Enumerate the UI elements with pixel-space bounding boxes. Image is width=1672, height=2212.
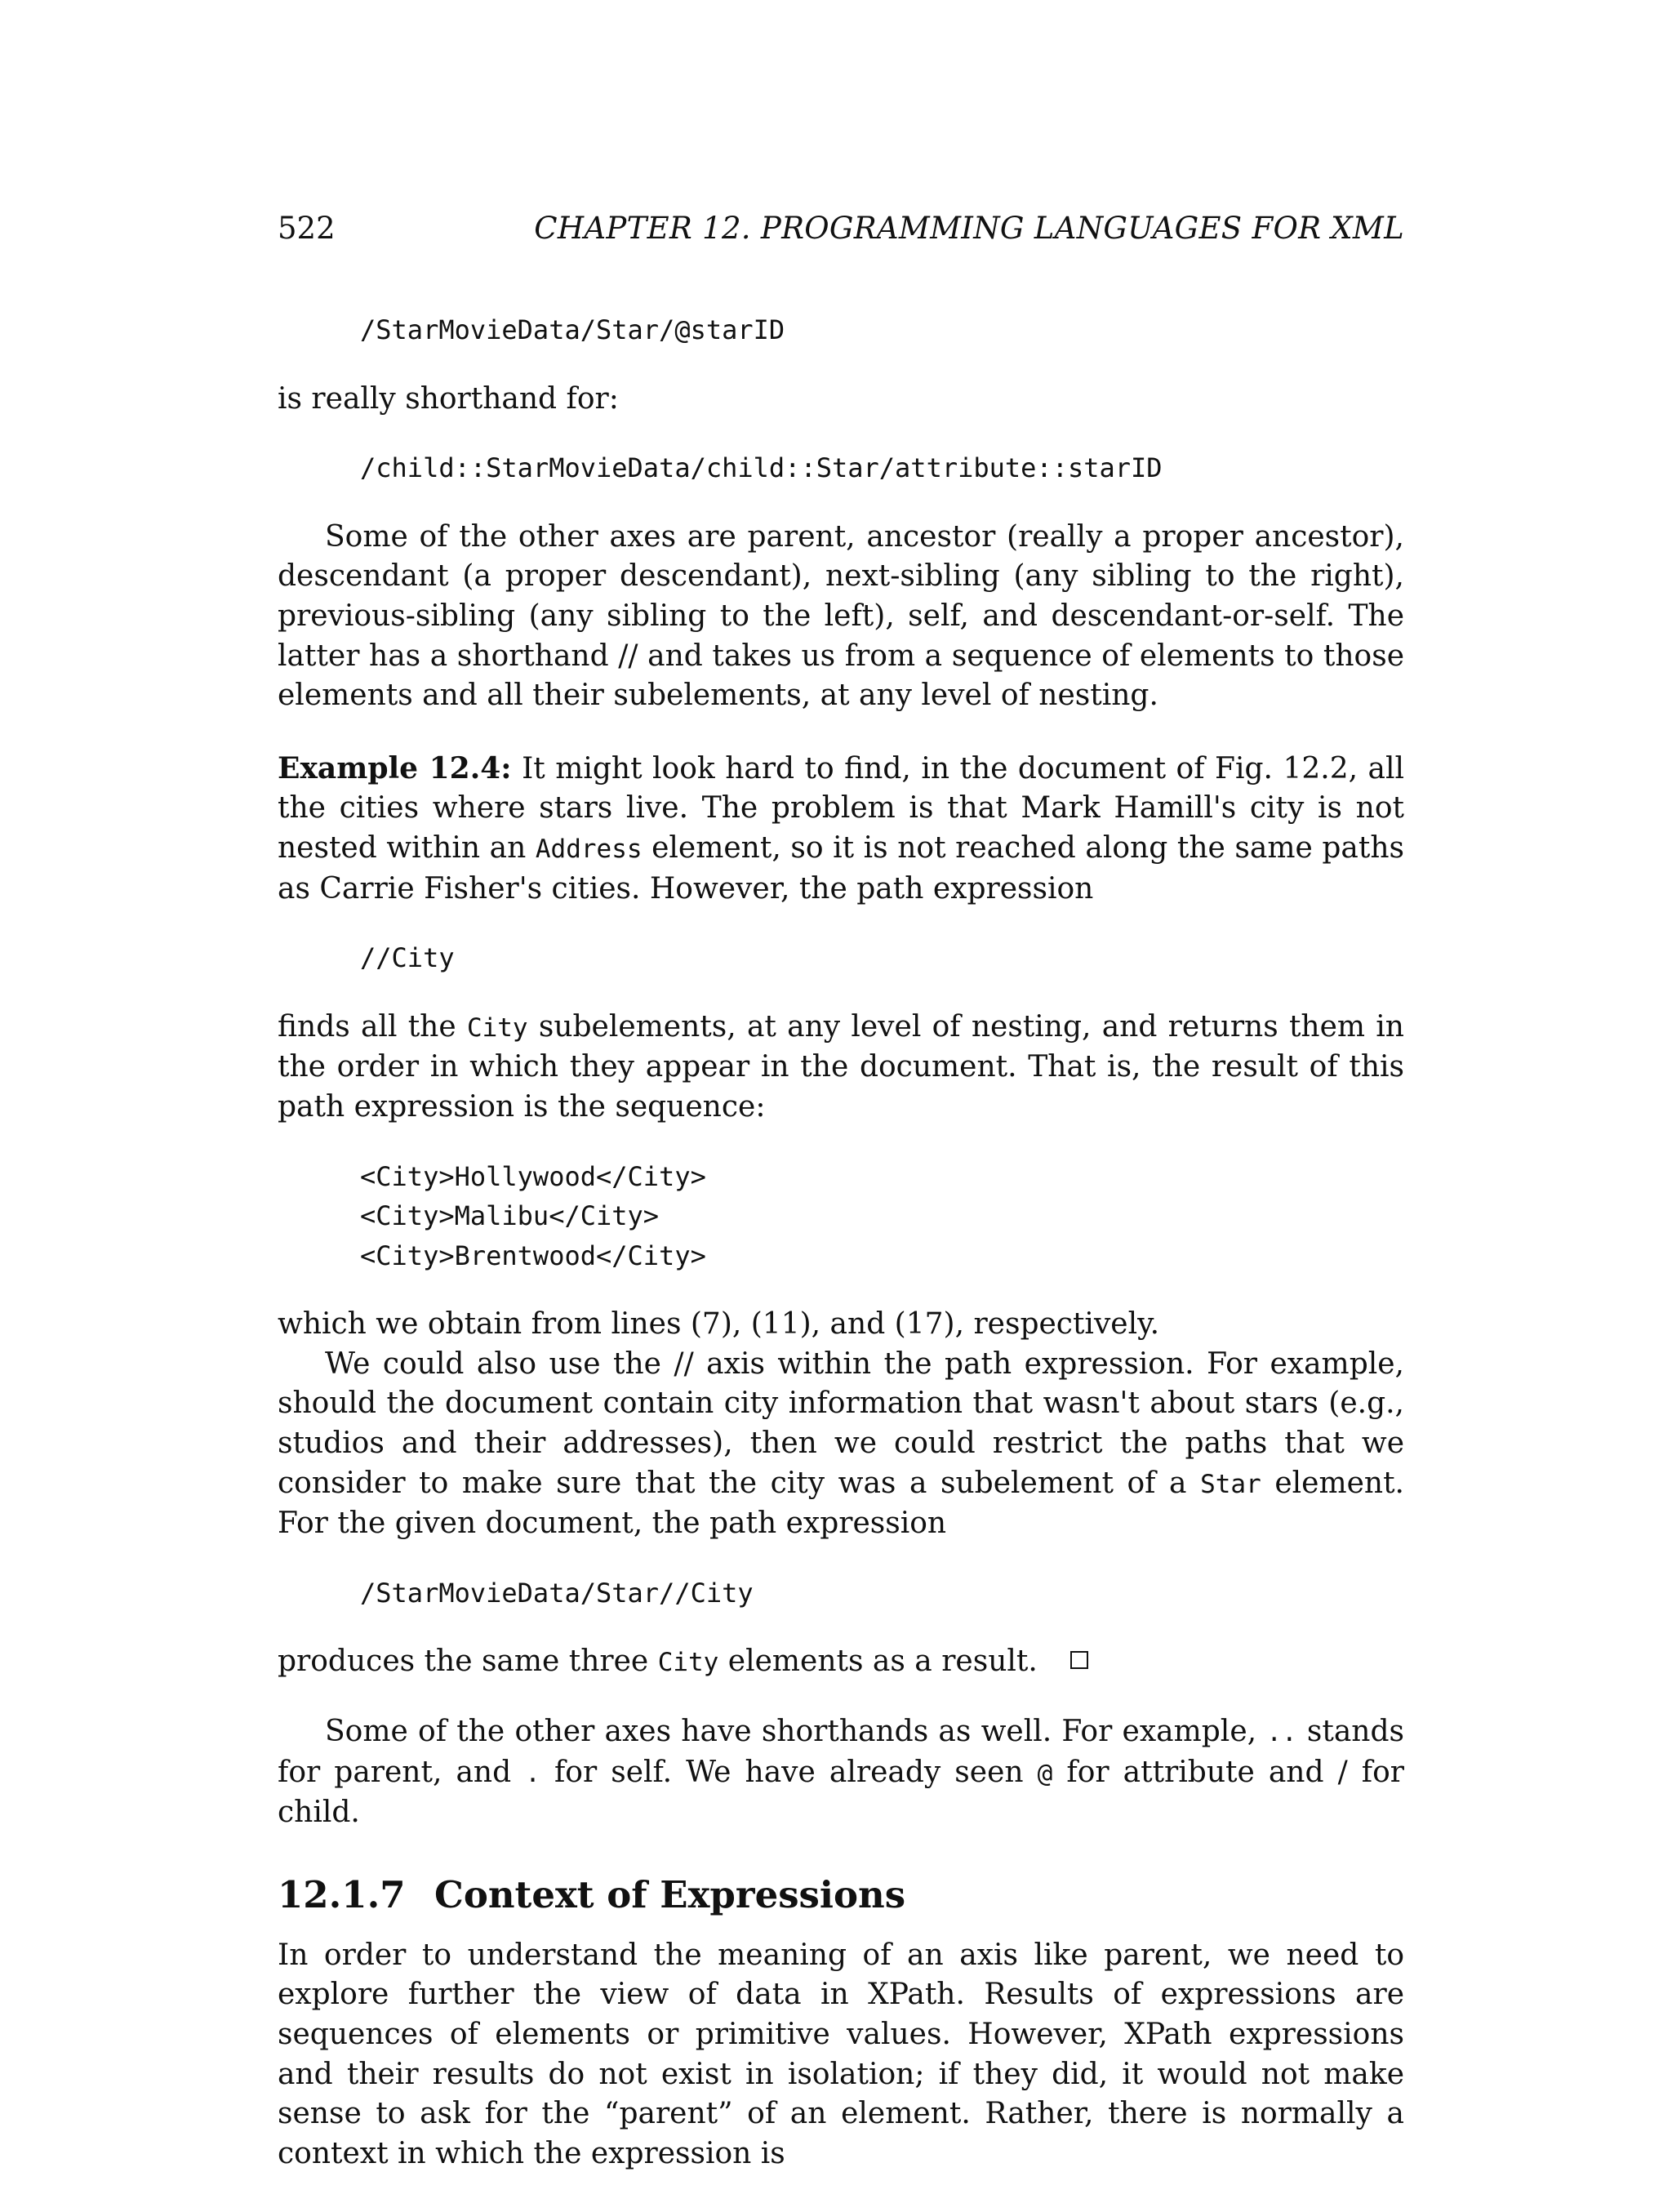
- example-label: Example 12.4:: [278, 750, 512, 786]
- example-12-4: [278, 749, 1404, 909]
- section-heading: [278, 1871, 1404, 1920]
- code-dotdot: ..: [1266, 1718, 1297, 1748]
- paragraph-same-result: [278, 1642, 1404, 1683]
- running-head: CHAPTER 12. PROGRAMMING LANGUAGES FOR XML: [534, 211, 1404, 246]
- code-dot: .: [525, 1758, 540, 1788]
- example-text-1: It might look hard to find, in the document of Fig. 12.2, all the cities where stars live. The problem is that Mark Hamill's city is not nested within an: [278, 751, 1405, 865]
- code-result-sequence: [360, 1157, 1404, 1276]
- code-expanded-path: /child::StarMovieData/child::Star/attribute::starID: [360, 452, 1163, 484]
- para6-text-2: elements as a result.: [718, 1645, 1038, 1679]
- book-page: [278, 0, 1404, 2212]
- para3-text-2: subelements, at any level of nesting, and returns them in the order in which they appear in the document. That is, the result of this path expression is the sequence:: [278, 1009, 1404, 1124]
- page-header: [278, 211, 1404, 260]
- code-at: @: [1037, 1758, 1053, 1788]
- para7-text-2: stands for parent, and: [278, 1715, 1404, 1789]
- result-line: <City>Malibu</City>: [360, 1200, 660, 1232]
- result-line: <City>Brentwood</City>: [360, 1240, 706, 1271]
- para7-text-4: for attribute and / for child.: [278, 1755, 1405, 1830]
- example-text-2: element, so it is not reached along the same paths as Carrie Fisher's cities. However, the path expression: [278, 830, 1404, 906]
- para6-text-1: produces the same three: [278, 1645, 658, 1679]
- code-city-path: //City: [360, 942, 455, 974]
- page-body: [278, 310, 1404, 2174]
- paragraph-lines-obtained: which we obtain from lines (7), (11), and (17), respectively.: [278, 1307, 1160, 1342]
- result-line: <City>Hollywood</City>: [360, 1160, 706, 1192]
- code-star-city-path: /StarMovieData/Star//City: [360, 1577, 754, 1609]
- para5-text-1: We could also use the // axis within the path expression. For example, should the document contain city information that wasn't about stars (e.g., studios and their addresses), then we could restrict the paths that we consider to make sure that the city was a subelement of a: [278, 1346, 1404, 1500]
- paragraph-other-axes: Some of the other axes are parent, ancestor (really a proper ancestor), descendant (a proper descendant), next-sibling (any sibling to the right), previous-sibling (any sibling to the left), self, and descendant-or-self. The latter has a shorthand // and takes us from a sequence of elements to those elements and all their subelements, at any level of nesting.: [278, 519, 1404, 713]
- page-number: 522: [278, 211, 336, 246]
- para7-text-3: for self. We have already seen: [540, 1755, 1038, 1789]
- para5-text-2: element. For the given document, the path expression: [278, 1466, 1404, 1541]
- end-of-example-icon: [1070, 1651, 1088, 1669]
- paragraph-axis-shorthands: [278, 1712, 1404, 1833]
- code-city: City: [466, 1013, 528, 1043]
- code-star: Star: [1200, 1469, 1261, 1499]
- paragraph-descendant-axis: [278, 1345, 1404, 1544]
- paragraph-context: In order to understand the meaning of an axis like parent, we need to explore further the view of data in XPath. Results of expressions are sequences of elements or primitive values. However, XPath expressions and their results do not exist in isolation; if they did, it would not make sense to ask for the “parent” of an element. Rather, there is normally a context in which the expression is: [278, 1938, 1404, 2170]
- para3-text-1: finds all the: [278, 1009, 467, 1044]
- section-title: Context of Expressions: [434, 1872, 906, 1916]
- code-address: Address: [535, 834, 643, 864]
- paragraph-finds-cities: [278, 1008, 1404, 1128]
- paragraph-shorthand: is really shorthand for:: [278, 381, 619, 416]
- para7-text-1: Some of the other axes have shorthands as well. For example,: [325, 1715, 1267, 1749]
- section-number: 12.1.7: [278, 1872, 406, 1916]
- code-starid-path: /StarMovieData/Star/@starID: [360, 314, 785, 345]
- code-city: City: [657, 1648, 719, 1678]
